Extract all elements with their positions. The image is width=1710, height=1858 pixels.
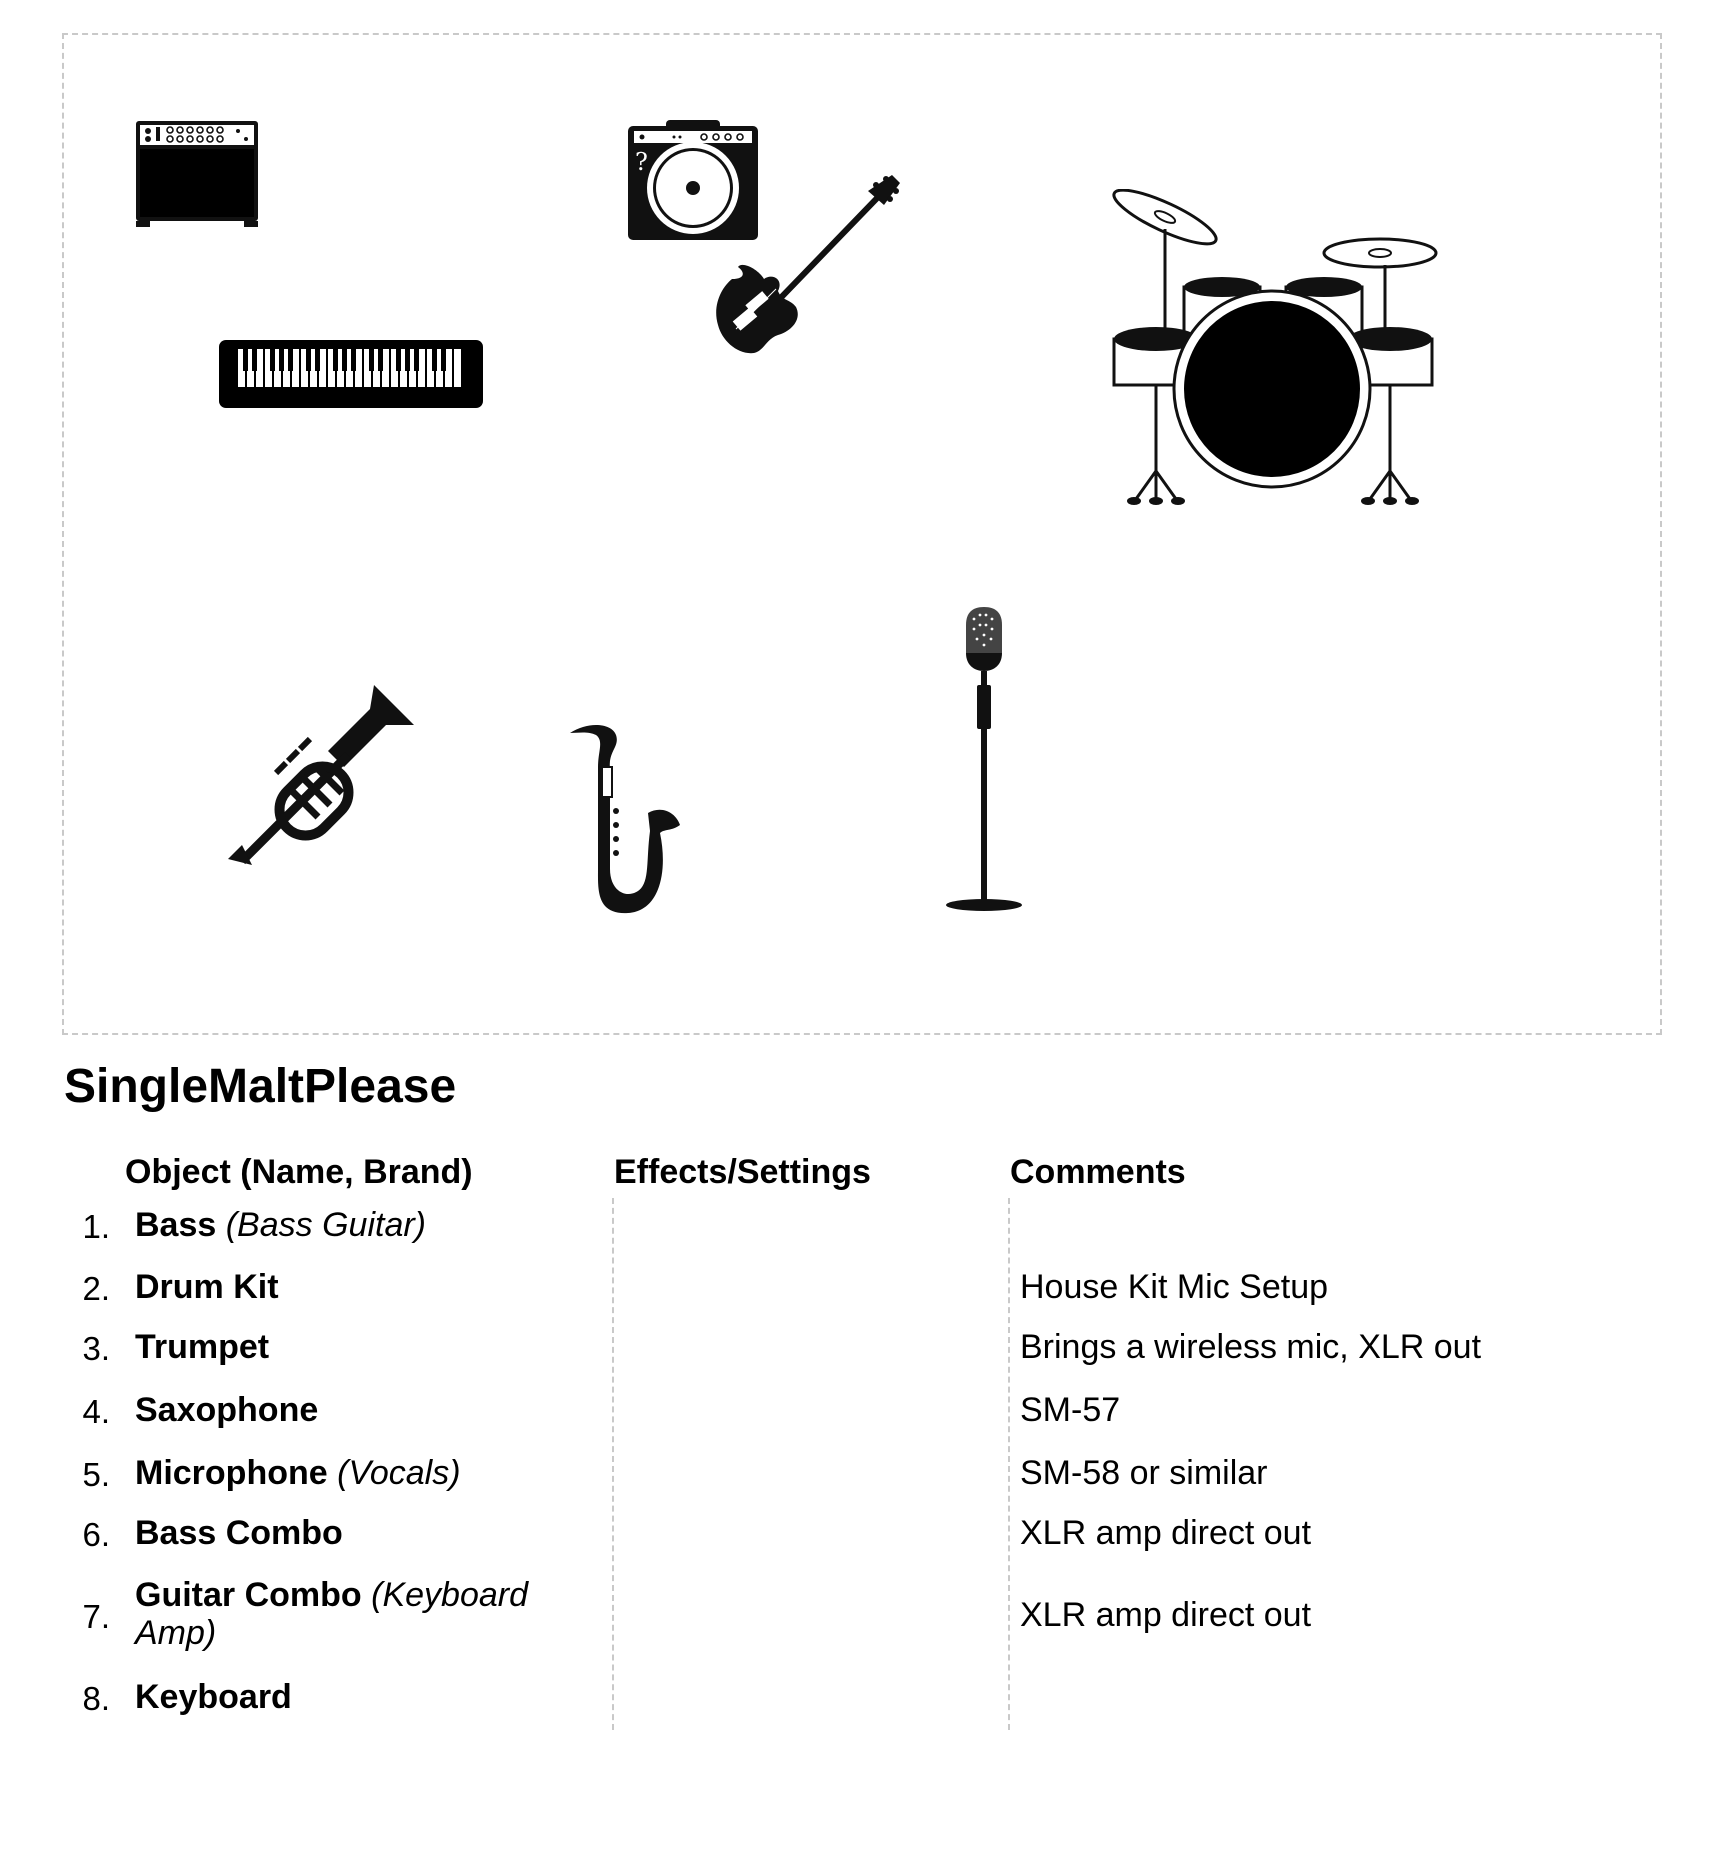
- row-object-detail: (Bass Guitar): [225, 1206, 426, 1244]
- row-object-name: Bass: [135, 1206, 217, 1244]
- row-object[interactable]: [135, 1268, 575, 1306]
- row-comment: SM-57: [1020, 1391, 1121, 1429]
- row-object-name: Saxophone: [135, 1391, 319, 1429]
- row-number: 6.: [82, 1516, 110, 1553]
- column-header-comments: Comments: [1010, 1153, 1186, 1191]
- row-number: 3.: [82, 1330, 110, 1367]
- row-object-detail: (Keyboard Amp): [135, 1576, 528, 1653]
- row-object[interactable]: [135, 1391, 575, 1429]
- row-number: 4.: [82, 1393, 110, 1430]
- column-divider-effects: [612, 1198, 614, 1730]
- band-name-title: SingleMaltPlease: [64, 1060, 457, 1113]
- row-object[interactable]: [135, 1206, 575, 1244]
- row-comment: Brings a wireless mic, XLR out: [1020, 1328, 1482, 1366]
- row-number: 7.: [82, 1598, 110, 1635]
- row-comment: XLR amp direct out: [1020, 1514, 1312, 1552]
- row-object-name: Guitar Combo: [135, 1576, 362, 1614]
- guitar-amp-icon[interactable]: [134, 119, 260, 229]
- row-object[interactable]: [135, 1576, 575, 1652]
- column-header-object: Object (Name, Brand): [125, 1153, 473, 1191]
- row-number: 2.: [82, 1270, 110, 1307]
- svg-text:?: ?: [635, 148, 648, 176]
- row-object-name: Keyboard: [135, 1678, 292, 1716]
- row-comment: House Kit Mic Setup: [1020, 1268, 1329, 1306]
- keyboard-icon[interactable]: [218, 339, 484, 409]
- column-header-effects: Effects/Settings: [614, 1153, 871, 1191]
- row-object-name: Bass Combo: [135, 1514, 343, 1552]
- row-number: 5.: [82, 1456, 110, 1493]
- row-object[interactable]: [135, 1328, 575, 1366]
- row-object-name: Drum Kit: [135, 1268, 279, 1306]
- microphone-stand-icon[interactable]: [944, 605, 1024, 913]
- trumpet-icon[interactable]: [224, 683, 420, 879]
- row-object-detail: (Vocals): [337, 1454, 461, 1492]
- row-number: 8.: [82, 1680, 110, 1717]
- stage-plot-area: [62, 33, 1662, 1035]
- row-object-name: Trumpet: [135, 1328, 270, 1366]
- row-comment: XLR amp direct out: [1020, 1596, 1312, 1634]
- column-divider-comments: [1008, 1198, 1010, 1730]
- bass-guitar-icon[interactable]: [706, 169, 904, 361]
- saxophone-icon[interactable]: [568, 721, 682, 915]
- row-object-name: Microphone: [135, 1454, 328, 1492]
- drum-kit-icon[interactable]: [1110, 189, 1446, 513]
- row-object[interactable]: [135, 1678, 575, 1716]
- row-number: 1.: [82, 1208, 110, 1245]
- row-comment: SM-58 or similar: [1020, 1454, 1268, 1492]
- row-object[interactable]: [135, 1454, 575, 1492]
- row-object[interactable]: [135, 1514, 575, 1552]
